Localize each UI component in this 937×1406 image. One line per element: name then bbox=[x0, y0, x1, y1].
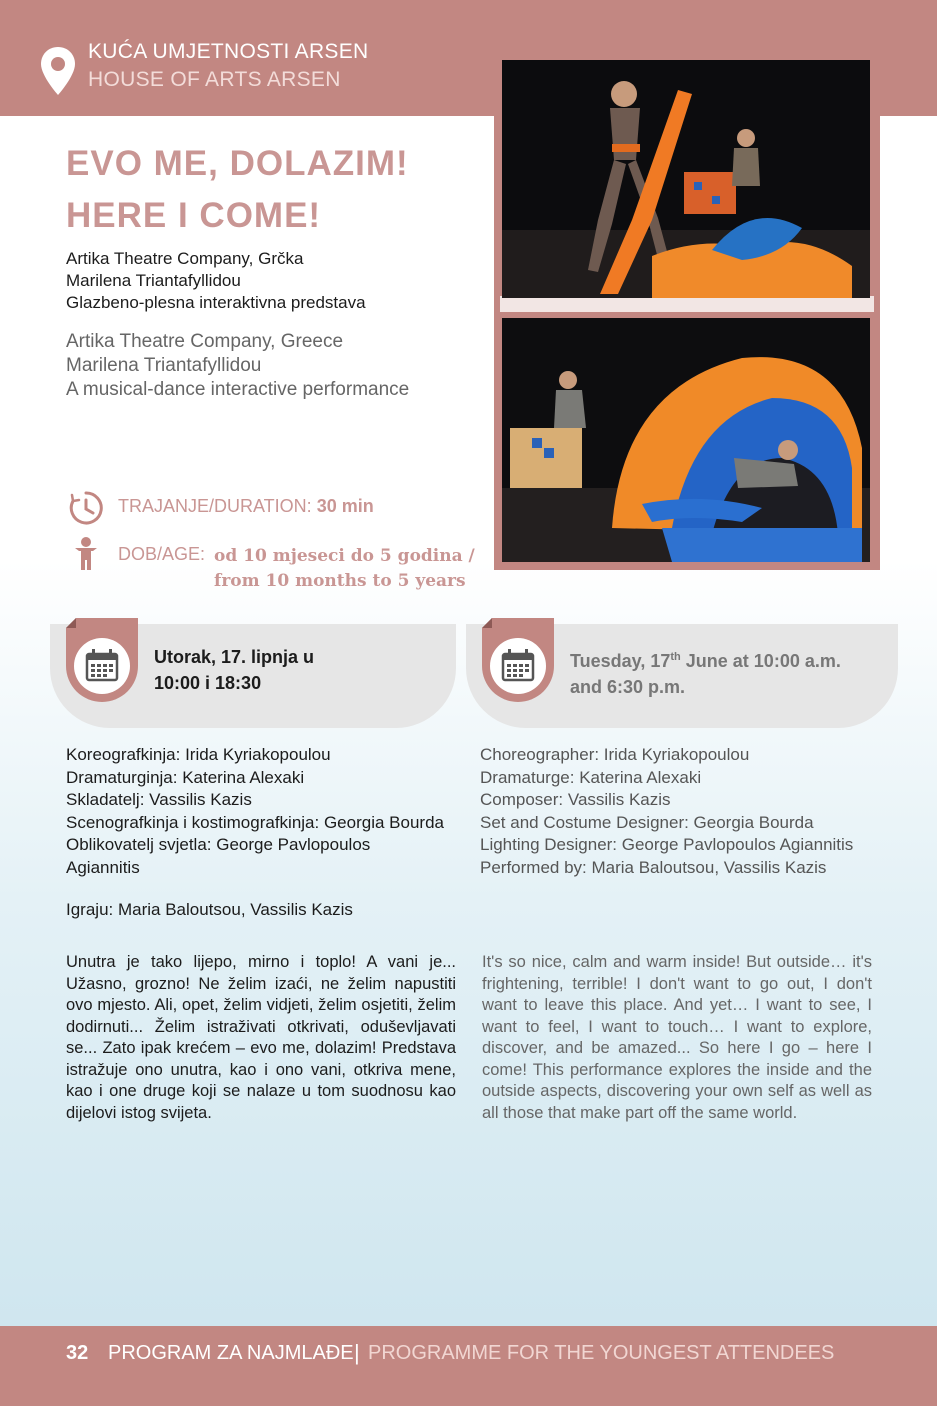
company-info-en bbox=[66, 330, 409, 402]
venue-name-hr: KUĆA UMJETNOSTI ARSEN bbox=[88, 40, 369, 63]
calendar-icon bbox=[66, 618, 138, 704]
credit-line: Koreografkinja: Irida Kyriakopoulou bbox=[66, 745, 331, 764]
date-line: Tuesday, 17th June at 10:00 a.m. bbox=[570, 651, 841, 671]
description-hr: Unutra je tako lijepo, mirno i toplo! A vani je... Užasno, grozno! Ne želim izaći, ne želim napustiti ovo mjesto. Ali, opet, želim vidjeti, želim osjetiti, želim dodirnuti... Želim istraživati otkrivati, oduševljavati se... Zato ipak krećem – evo me, dolazim! Predstava istražuje ono unutra, kao i ono vani, otkriva mene, kao i one druge koji se nalaze u tom suodnosu kao dijelovi istog svijeta. bbox=[66, 953, 456, 1122]
info-line: A musical-dance interactive performance bbox=[66, 379, 410, 400]
duration-value: 30 min bbox=[316, 496, 374, 516]
info-line: Glazbeno-plesna interaktivna predstava bbox=[66, 293, 366, 312]
duration-label-hr: TRAJANJE bbox=[118, 496, 210, 516]
credits-hr bbox=[66, 744, 466, 879]
credit-line: Agiannitis bbox=[66, 857, 140, 877]
performance-photo-bottom bbox=[502, 318, 870, 562]
info-line: Artika Theatre Company, Greece bbox=[66, 331, 344, 352]
section-title-en: PROGRAMME FOR THE YOUNGEST ATTENDEES bbox=[368, 1342, 835, 1364]
date-text-en bbox=[570, 644, 841, 700]
age-label: DOB/AGE: bbox=[118, 544, 206, 564]
calendar-icon bbox=[482, 618, 554, 704]
info-line: Artika Theatre Company, Grčka bbox=[66, 249, 304, 268]
info-line: Marilena Triantafyllidou bbox=[66, 271, 241, 290]
credit-line: Skladatelj: Vassilis Kazis bbox=[66, 790, 252, 809]
credit-line: Choreographer: Irida Kyriakopoulou bbox=[480, 745, 750, 764]
section-title-hr: PROGRAM ZA NAJMLAĐE bbox=[108, 1342, 354, 1364]
performance-photo-top bbox=[502, 60, 870, 298]
page-footer bbox=[0, 1326, 937, 1406]
age-value-hr: od 10 mjeseci do 5 godina / bbox=[214, 546, 475, 566]
date-text-hr bbox=[154, 644, 314, 696]
child-icon bbox=[72, 536, 100, 572]
credit-line: Dramaturginja: Katerina Alexaki bbox=[66, 767, 305, 787]
credit-line: Composer: Vassilis Kazis bbox=[480, 790, 671, 809]
venue-name-en: HOUSE OF ARTS ARSEN bbox=[88, 68, 341, 91]
date-box-en bbox=[466, 624, 898, 728]
company-info-hr bbox=[66, 248, 366, 314]
credit-line: Performed by: Maria Baloutsou, Vassilis Kazis bbox=[480, 857, 827, 877]
description-en: It's so nice, calm and warm inside! But outside… it's frightening, terrible! I don't want to go out, I don't want to leave this place. And yet… I want to see, I want to feel, I want to touch… I want to explore, discover, and be amazed... So here I go – here I come! This performance explores the inside and the outside aspects, discovering your own self as well as all those that make part off the same world. bbox=[482, 953, 872, 1122]
location-pin-icon bbox=[40, 46, 76, 96]
date-box-hr bbox=[50, 624, 456, 728]
credit-line: Dramaturge: Katerina Alexaki bbox=[480, 767, 702, 787]
credit-line: Set and Costume Designer: Georgia Bourda bbox=[480, 812, 814, 832]
credit-line: Oblikovatelj svjetla: George Pavlopoulos bbox=[66, 835, 371, 854]
date-line: Utorak, 17. lipnja u bbox=[154, 647, 315, 667]
age-value-en: from 10 months to 5 years bbox=[214, 571, 466, 591]
duration bbox=[118, 496, 374, 517]
page-number: 32 bbox=[66, 1342, 89, 1364]
credits-en bbox=[480, 744, 890, 879]
clock-icon bbox=[68, 490, 104, 526]
performers-hr: Igraju: Maria Baloutsou, Vassilis Kazis bbox=[66, 900, 353, 919]
credit-line: Lighting Designer: George Pavlopoulos Agiannitis bbox=[480, 835, 854, 854]
credit-line: Scenografkinja i kostimografkinja: Georgia Bourda bbox=[66, 812, 444, 832]
age-value bbox=[214, 544, 475, 594]
footer-separator: | bbox=[354, 1340, 360, 1365]
duration-label-en: /DURATION: bbox=[209, 496, 312, 516]
date-line: 10:00 i 18:30 bbox=[154, 673, 262, 693]
info-line: Marilena Triantafyllidou bbox=[66, 355, 262, 376]
date-line: and 6:30 p.m. bbox=[570, 677, 686, 697]
title-en: HERE I COME! bbox=[66, 196, 322, 235]
title-hr: EVO ME, DOLAZIM! bbox=[66, 144, 409, 183]
